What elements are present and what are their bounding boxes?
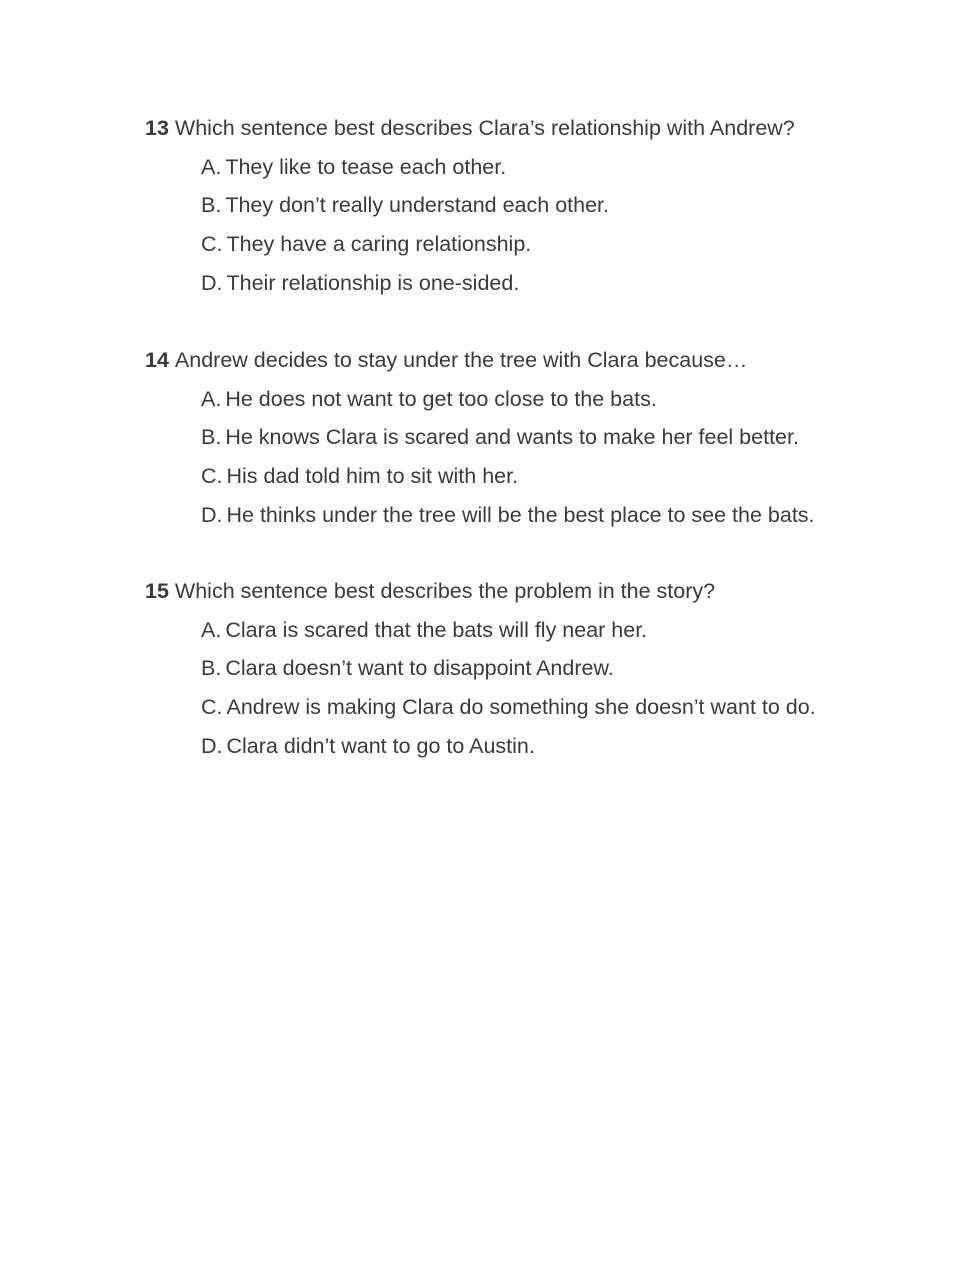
question-14: [145, 346, 945, 539]
option-letter: C.: [201, 695, 223, 720]
option-text: They have a caring relationship.: [226, 232, 532, 257]
answer-option-a: [201, 616, 945, 645]
option-letter: B.: [201, 425, 222, 450]
answer-option-d: [201, 501, 945, 530]
option-text: Clara is scared that the bats will fly near her.: [225, 617, 648, 642]
answer-option-b: [201, 654, 945, 683]
answer-option-c: [201, 230, 945, 259]
option-text: He thinks under the tree will be the best place to see the bats.: [226, 502, 815, 527]
question-number: 13: [145, 116, 169, 140]
question-stem: [145, 114, 945, 143]
answer-option-a: [201, 385, 945, 414]
answer-option-c: [201, 693, 945, 722]
option-text: Their relationship is one-sided.: [226, 270, 520, 295]
option-letter: A.: [201, 154, 222, 179]
answer-options: [201, 385, 945, 530]
option-text: They like to tease each other.: [225, 154, 507, 179]
answer-option-d: [201, 732, 945, 761]
question-stem: [145, 346, 945, 375]
option-text: Clara didn’t want to go to Austin.: [226, 733, 535, 758]
answer-option-b: [201, 423, 945, 452]
answer-option-a: [201, 153, 945, 182]
option-letter: B.: [201, 193, 222, 218]
option-text: Clara doesn’t want to disappoint Andrew.: [225, 656, 614, 681]
question-15: [145, 577, 945, 770]
option-text: Andrew is making Clara do something she doesn’t want to do.: [226, 695, 816, 720]
option-letter: D.: [201, 502, 223, 527]
option-text: He knows Clara is scared and wants to make her feel better.: [225, 425, 799, 450]
option-letter: A.: [201, 386, 222, 411]
answer-option-c: [201, 462, 945, 491]
option-letter: D.: [201, 733, 223, 758]
question-number: 15: [145, 579, 169, 603]
answer-options: [201, 616, 945, 761]
option-letter: A.: [201, 617, 222, 642]
option-text: He does not want to get too close to the bats.: [225, 386, 657, 411]
question-text: Andrew decides to stay under the tree with Clara because…: [174, 348, 748, 372]
question-13: [145, 114, 945, 307]
question-text: Which sentence best describes Clara’s relationship with Andrew?: [174, 116, 795, 140]
question-number: 14: [145, 348, 169, 372]
option-letter: D.: [201, 270, 223, 295]
option-text: They don’t really understand each other.: [225, 193, 609, 218]
option-letter: B.: [201, 656, 222, 681]
answer-option-b: [201, 191, 945, 220]
answer-options: [201, 153, 945, 298]
question-text: Which sentence best describes the problem in the story?: [174, 579, 716, 603]
option-letter: C.: [201, 232, 223, 257]
answer-option-d: [201, 269, 945, 298]
question-stem: [145, 577, 945, 606]
option-letter: C.: [201, 464, 223, 489]
option-text: His dad told him to sit with her.: [226, 464, 519, 489]
